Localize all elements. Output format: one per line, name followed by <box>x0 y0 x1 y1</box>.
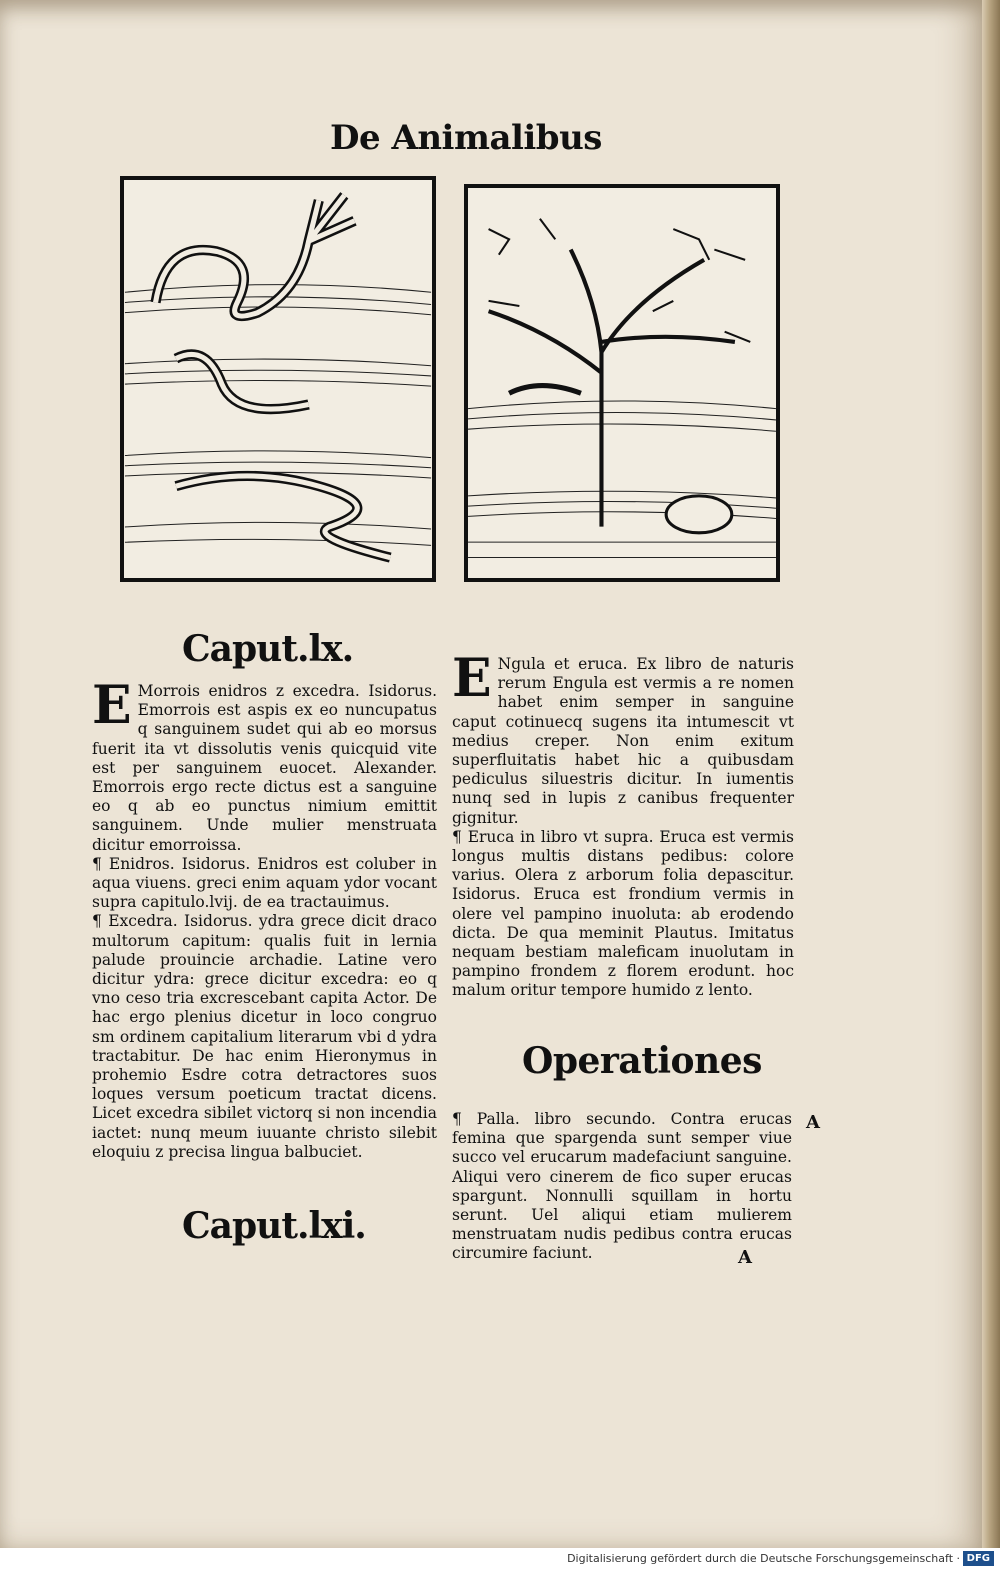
page-edge <box>982 0 1000 1548</box>
paragraph-engula <box>452 648 794 828</box>
woodcut-serpents-drawing <box>124 180 432 578</box>
woodcut-serpents <box>120 176 436 582</box>
paragraph-palla: ¶ Palla. libro secundo. Contra erucas femina que spargenda sunt semper viue succo vel erucarum madefaciunt sanguine. Aliqui vero cinerem de fico super erucas spargunt. Nonnulli squillam in hortu serunt. Uel aliqui etiam mulierem menstruatam nudis pedibus contra erucas circumire faciunt. <box>452 1110 792 1263</box>
chapter-heading-lx: Caput.lx. <box>182 628 354 670</box>
paragraph-emorrois-text: Morrois enidros z excedra. Isidorus. Emorrois est aspis ex eo nuncupatus q sanguinem sudet qui ab eo morsus fuerit ita vt dissolutis venis quicquid vite est per sanguinem euocet. Alexander. Emorrois ergo recte dictus est a sanguine eo q ab eo punctus nimium emittit sanguinem. Unde mulier menstruata dicitur emorroissa. <box>92 682 437 854</box>
left-text-column <box>92 675 437 1162</box>
operationes-text <box>452 1110 792 1264</box>
initial-letter: E <box>452 648 492 709</box>
initial-letter: E <box>92 675 132 736</box>
section-heading-operationes: Operationes <box>522 1040 762 1082</box>
margin-letter: A <box>806 1112 820 1133</box>
paragraph-excedra: ¶ Excedra. Isidorus. ydra grece dicit draco multorum capitum: qualis fuit in lernia palude prouincie archadie. Latine vero dicitur ydra: grece dicitur excedra: eo q vno ceso tria excrescebant capita Actor. De hac ergo plenius dicetur in loco congruo sm ordinem capitalium literarum vbi d ydra tractabitur. De hac enim Hieronymus in prohemio Esdre cotra detractores suos loques versum poeticum tractat dicens. Licet excedra sibilet victorq si non incendia iactet: nunq meum iuuante christo silebit eloquiu z precisa lingua balbuciet. <box>92 912 437 1161</box>
catchword: A <box>738 1247 752 1268</box>
chapter-heading-lxi: Caput.lxi. <box>182 1205 366 1247</box>
paragraph-engula-text: Ngula et eruca. Ex libro de naturis rerum Engula est vermis a re nomen habet enim semper in sanguine caput cotinuecq sugens ita intumescit vt medius creper. Non enim exitum superfluitatis habet hic a quibusdam pediculus siluestris dicitur. In iumentis nunq sed in lupis z canibus frequenter gignitur. <box>452 655 794 827</box>
dfg-logo: DFG <box>963 1551 994 1566</box>
paragraph-emorrois <box>92 675 437 855</box>
woodcut-tree-with-worms <box>464 184 780 582</box>
right-text-column <box>452 648 794 1001</box>
woodcut-tree-drawing <box>468 188 776 578</box>
paragraph-eruca: ¶ Eruca in libro vt supra. Eruca est vermis longus multis distans pedibus: colore varius. Olera z arborum folia depascitur. Isidorus. Eruca est frondium vermis in olere vel pampino inuoluta: ab erodendo dicta. De qua meminit Plautus. Imitatus nequam bestiam maleficam inuolutam in pampino frondem z florem erodunt. hoc malum oritur tempore humido z lento. <box>452 827 794 1000</box>
footer-credit: Digitalisierung gefördert durch die Deutsche Forschungsgemeinschaft · <box>567 1552 960 1565</box>
paragraph-enidros: ¶ Enidros. Isidorus. Enidros est coluber in aqua viuens. greci enim aquam ydor vocant supra capitulo.lvij. de ea tractauimus. <box>92 854 437 912</box>
running-header: De Animalibus <box>330 118 602 158</box>
